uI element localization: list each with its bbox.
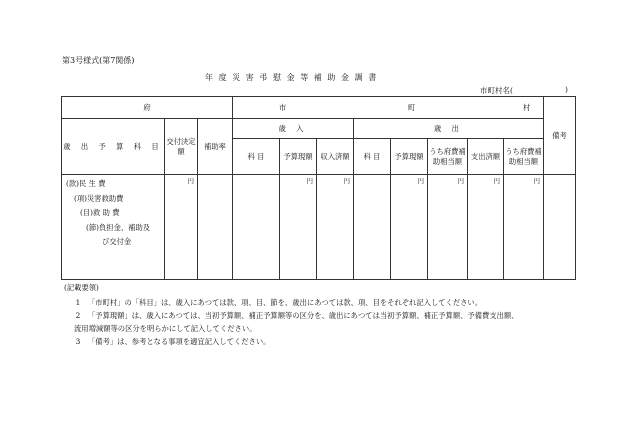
municipality-header (233, 97, 544, 119)
yen-unit: 円 (187, 177, 194, 185)
grant-decided-cell[interactable] (165, 175, 198, 280)
municipality-char-town: 町 (408, 103, 416, 112)
expenditure-item-cell[interactable] (354, 175, 391, 280)
municipality-char-city: 市 (279, 103, 287, 112)
revenue-budget-cell[interactable] (280, 175, 317, 280)
expenditure-budget-header: 予算現額 (391, 139, 428, 175)
expenditure-paid-cell[interactable] (468, 175, 504, 280)
item-setsu: (節)負担金、補助及 (86, 222, 151, 232)
expenditure-pref-subsidy-header: うち府費補助相当額 (428, 139, 468, 175)
subsidy-rate-header: 補助率 (198, 119, 233, 175)
revenue-received-header: 収入済額 (317, 139, 354, 175)
yen-unit: 円 (306, 177, 313, 185)
instruction-item (64, 309, 519, 322)
expenditure-budget-cell[interactable] (391, 175, 428, 280)
document-title: 年度災害弔慰金等補助金調書 (205, 73, 382, 82)
expenditure-item-header: 科 目 (354, 139, 391, 175)
instruction-number: 3 (75, 337, 81, 346)
subsidy-rate-cell[interactable] (198, 175, 233, 280)
expenditure-header: 歳 出 (354, 119, 544, 139)
instruction-item (64, 335, 519, 348)
grant-decided-header: 交付決定額 (165, 119, 198, 175)
instructions (64, 283, 519, 348)
expenditure-paid-pref-subsidy-cell[interactable] (504, 175, 544, 280)
municipality-name-label: 市町村名( (480, 86, 513, 95)
item-kou: (項)災害救助費 (74, 193, 124, 203)
revenue-received-cell[interactable] (317, 175, 354, 280)
item-kan: (款)民 生 費 (66, 179, 106, 188)
subsidy-table (61, 96, 576, 280)
municipality-char-village: 村 (523, 103, 531, 112)
item-setsu-cont: び交付金 (102, 237, 132, 246)
municipality-name-close: ) (565, 85, 568, 94)
prefecture-header: 府 (62, 97, 233, 119)
yen-unit: 円 (493, 177, 500, 185)
expenditure-paid-header: 支出済額 (468, 139, 504, 175)
instruction-number: 2 (75, 311, 81, 320)
instruction-text: 流用増減額等の区分を明らかにして記入してください。 (74, 323, 257, 333)
item-moku: (目)救 助 費 (80, 208, 120, 217)
instruction-text: 「備考」は、参考となる事項を適宜記入してください。 (88, 336, 271, 346)
instruction-item (64, 296, 519, 309)
remarks-cell[interactable] (544, 175, 576, 280)
instruction-continuation (64, 322, 519, 335)
budget-item-cell (62, 175, 165, 280)
revenue-budget-header: 予算現額 (280, 139, 317, 175)
expenditure-pref-subsidy-cell[interactable] (428, 175, 468, 280)
budget-item-header: 歳 出 予 算 科 目 (62, 119, 165, 175)
yen-unit: 円 (457, 177, 464, 185)
revenue-item-cell[interactable] (233, 175, 280, 280)
yen-unit: 円 (343, 177, 350, 185)
instruction-text: 「予算現額」は、歳入にあつては、当初予算額、補正予算額等の区分を、歳出にあつては当初予算額、補正予算額、予備費支出額、 (88, 310, 519, 320)
instruction-text: 「市町村」の「科目」は、歳入にあつては款、項、目、節を、歳出にあつては款、項、目をそれぞれ記入してください。 (88, 297, 483, 307)
revenue-header: 歳 入 (233, 119, 354, 139)
form-number: 第3号様式(第7関係) (62, 56, 135, 65)
instructions-heading: (記載要領) (64, 283, 99, 292)
yen-unit: 円 (533, 177, 540, 185)
expenditure-paid-pref-subsidy-header: うち府費補助相当額 (504, 139, 544, 175)
remarks-header: 備考 (544, 97, 576, 175)
instruction-number: 1 (75, 298, 81, 307)
yen-unit: 円 (417, 177, 424, 185)
revenue-item-header: 科 目 (233, 139, 280, 175)
